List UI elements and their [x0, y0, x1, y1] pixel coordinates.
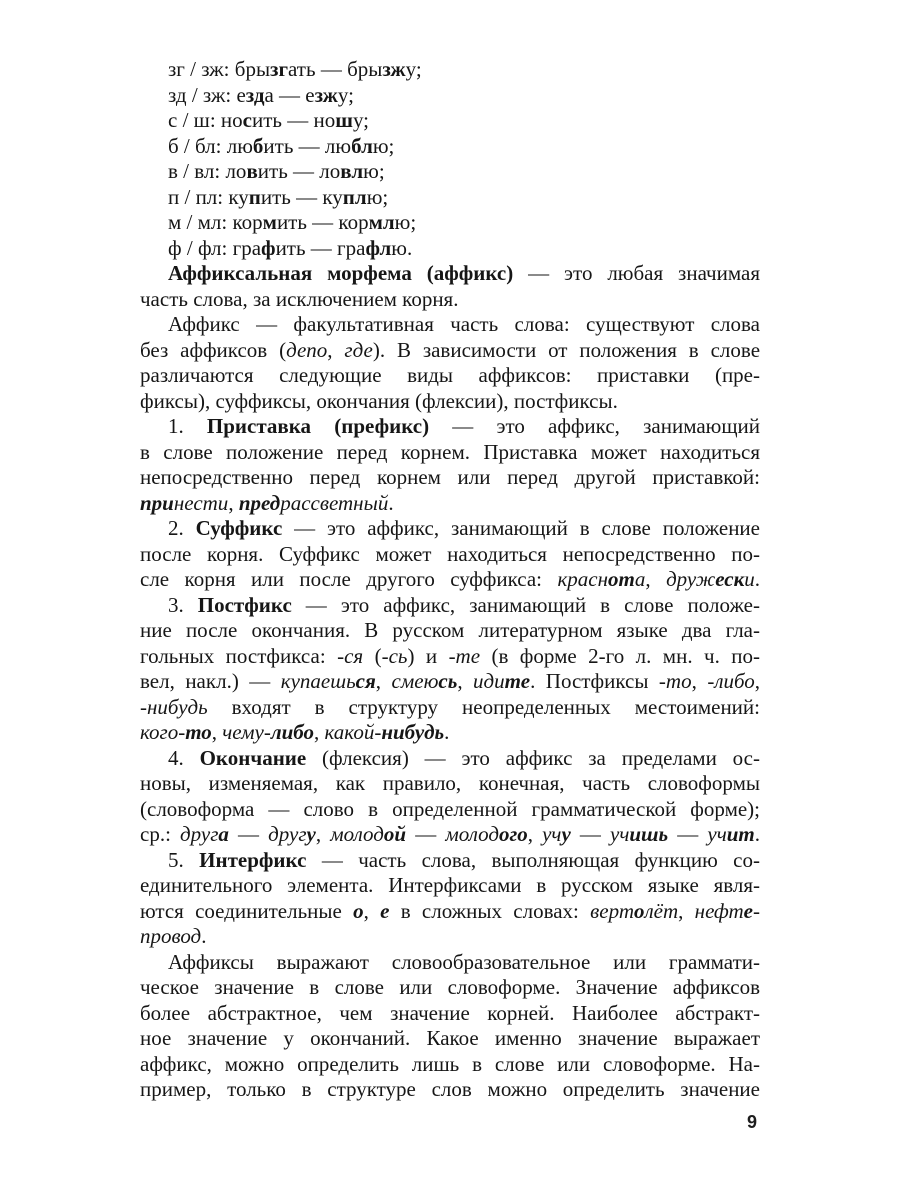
text-segment: ить — ло — [257, 159, 341, 183]
text-line — [140, 924, 760, 950]
text-segment: сь — [438, 669, 458, 693]
text-segment: а — е — [264, 82, 315, 107]
text-segment: Аффиксы выражают словообразовательное или граммати- — [168, 949, 760, 974]
text-segment: уч — [610, 822, 630, 846]
text-segment: ит — [726, 822, 755, 846]
text-line — [140, 389, 760, 415]
text-segment: о — [353, 898, 364, 923]
text-line — [140, 236, 760, 262]
text-segment: друг — [180, 822, 219, 846]
text-line — [140, 1077, 760, 1103]
text-segment: ить — лю — [263, 133, 352, 158]
text-segment: — — [668, 822, 708, 846]
text-segment: б / бл: лю — [168, 133, 253, 158]
text-segment: Аффиксальная морфема (аффикс) — [168, 261, 514, 285]
paragraph — [140, 185, 760, 211]
text-segment: . — [444, 720, 450, 744]
text-line — [140, 771, 760, 797]
paragraph — [140, 516, 760, 593]
text-segment: ю. — [391, 235, 413, 260]
paragraph — [140, 848, 760, 950]
paragraph — [140, 159, 760, 185]
text-segment: новы, изменяемая, как правило, конечная, часть словоформы — [140, 771, 760, 795]
text-segment: красн — [557, 567, 609, 591]
text-segment: -либо — [707, 669, 755, 693]
text-segment: — часть слова, выполняющая функцию со- — [306, 847, 760, 872]
text-segment: ф — [261, 235, 276, 260]
paragraph — [140, 312, 760, 414]
text-segment: Постфикс — [197, 592, 292, 617]
text-segment: — это аффикс, занимающий — [429, 414, 760, 438]
text-segment: п — [248, 184, 261, 209]
text-segment: , — [691, 669, 708, 693]
text-segment: в сложных словах: — [389, 898, 591, 923]
paragraph — [140, 746, 760, 848]
text-segment: ить — кор — [276, 210, 369, 234]
text-segment: (в форме 2-го л. мн. ч. по- — [480, 643, 760, 668]
text-segment: ить — но — [251, 108, 336, 132]
text-segment: — — [406, 822, 446, 846]
text-segment: ить — ку — [260, 184, 343, 209]
text-segment: ние после окончания. В русском литературном языке два гла- — [140, 618, 760, 642]
text-segment: ное значение у окончаний. Какое именно значение выражает — [140, 1026, 760, 1050]
text-line — [140, 695, 760, 721]
text-segment: зж — [314, 82, 338, 107]
text-segment: вел, накл.) — — [140, 669, 281, 693]
text-segment: часть слова, за исключением корня. — [140, 286, 459, 311]
text-segment: . — [754, 567, 761, 591]
text-segment: , — [211, 720, 223, 744]
text-segment: а — [218, 822, 229, 846]
text-segment: кого- — [140, 720, 186, 744]
text-line — [140, 210, 760, 236]
text-segment: фл — [365, 235, 392, 260]
text-segment: ать — бры — [288, 57, 383, 81]
text-segment: друг — [268, 822, 307, 846]
text-line — [140, 57, 760, 83]
text-segment: в — [246, 159, 258, 183]
text-segment: ой — [383, 822, 407, 846]
text-segment: . Постфиксы — [530, 669, 659, 693]
text-line — [140, 746, 760, 772]
paragraph — [140, 236, 760, 262]
text-segment: — это любая значимая — [513, 261, 760, 285]
text-segment: молод — [330, 822, 384, 846]
text-segment: ш — [335, 108, 353, 132]
text-segment: иди — [473, 669, 505, 693]
text-line — [140, 593, 760, 619]
text-line — [140, 516, 760, 542]
text-segment: 3. — [168, 592, 198, 617]
text-segment: входят в структуру неопределенных местоимений: — [207, 694, 760, 719]
text-line — [140, 950, 760, 976]
text-line — [140, 618, 760, 644]
text-segment: а — [634, 567, 646, 591]
text-segment: пл — [342, 184, 367, 209]
text-segment: молод — [445, 822, 499, 846]
text-segment: рассветный — [280, 490, 389, 515]
text-segment: зг / зж: бры — [168, 57, 271, 81]
text-segment: , — [363, 898, 381, 923]
text-segment: смею — [391, 669, 439, 693]
text-segment: е — [743, 898, 753, 923]
text-segment: зж — [382, 57, 406, 81]
text-segment: фиксы), суффиксы, окончания (флексии), постфиксы. — [140, 388, 618, 413]
text-segment: либо — [270, 720, 314, 744]
text-segment: зд / зж: е — [168, 82, 246, 107]
text-segment: , — [314, 720, 325, 744]
text-segment: м / мл: кор — [168, 210, 263, 234]
text-segment: нести — [173, 490, 229, 515]
text-segment: , — [678, 898, 695, 923]
text-line — [140, 669, 760, 695]
text-segment: зг — [270, 57, 289, 81]
text-line — [140, 491, 760, 517]
text-segment: -то — [658, 669, 692, 693]
text-segment: — это аффикс, занимающий в слове положе- — [291, 592, 760, 617]
text-segment: -нибудь — [140, 694, 208, 719]
text-line — [140, 567, 760, 593]
text-line — [140, 899, 760, 925]
text-segment: Интерфикс — [199, 847, 307, 872]
text-segment: в / вл: ло — [168, 159, 247, 183]
text-line — [140, 83, 760, 109]
text-segment: зд — [245, 82, 265, 107]
text-segment: сле корня или после другого суффикса: — [140, 567, 558, 591]
text-segment: Аффикс — факультативная часть слова: существуют слова — [168, 312, 760, 336]
text-segment: уч — [542, 822, 562, 846]
page-number: 9 — [746, 1112, 757, 1132]
text-segment: 5. — [168, 847, 200, 872]
text-segment: ю; — [363, 159, 385, 183]
text-line — [140, 440, 760, 466]
text-line — [140, 848, 760, 874]
text-segment: различаются следующие виды аффиксов: приставки (пре- — [140, 363, 760, 387]
text-segment: ить — гра — [275, 235, 366, 260]
text-segment: гольных постфикса: — [140, 643, 338, 668]
text-segment: (флексия) — это аффикс за пределами ос- — [306, 745, 760, 770]
text-line — [140, 797, 760, 823]
text-segment: у — [561, 822, 571, 846]
text-line — [140, 1052, 760, 1078]
text-line — [140, 287, 760, 313]
text-segment: без аффиксов ( — [140, 337, 287, 362]
text-segment: , — [754, 669, 761, 693]
text-segment: ю; — [394, 210, 417, 234]
text-segment: ческое значение в слове или словоформе. Значение аффиксов — [140, 975, 760, 999]
text-segment: купаешь — [280, 669, 356, 693]
text-segment: — — [570, 822, 611, 846]
text-segment: после корня. Суффикс может находиться непосредственно по- — [140, 541, 760, 566]
text-line — [140, 873, 760, 899]
text-segment: нефт — [694, 898, 744, 923]
text-segment: , — [457, 669, 474, 693]
text-segment: 1. — [168, 414, 207, 438]
text-segment: и — [744, 567, 755, 591]
text-segment: какой- — [324, 720, 382, 744]
text-segment: ( — [363, 643, 382, 668]
text-segment: нибудь — [381, 720, 445, 744]
text-line — [140, 1026, 760, 1052]
text-segment: где — [344, 337, 373, 362]
text-segment: - — [753, 898, 760, 923]
text-segment: от — [608, 567, 635, 591]
text-segment: , — [527, 822, 543, 846]
text-segment: Приставка (префикс) — [206, 414, 430, 438]
text-line — [140, 822, 760, 848]
text-segment: . — [388, 490, 394, 515]
text-line — [140, 465, 760, 491]
text-segment: у; — [405, 57, 422, 81]
text-segment: лёт — [644, 898, 679, 923]
text-segment: , — [315, 822, 331, 846]
text-segment: непосредственно перед корнем или перед другой приставкой: — [140, 465, 760, 489]
text-segment: друж — [666, 567, 716, 591]
text-segment: -ся — [337, 643, 364, 668]
text-segment: . — [754, 822, 760, 846]
text-line — [140, 185, 760, 211]
text-segment: то — [185, 720, 212, 744]
text-segment: (словоформа — слово в определенной грамматической форме); — [140, 796, 760, 821]
text-segment: б — [252, 133, 264, 158]
text-segment: ф / фл: гра — [168, 235, 262, 260]
text-segment: ишь — [629, 822, 669, 846]
text-segment: о — [633, 898, 645, 923]
text-line — [140, 542, 760, 568]
text-line — [140, 975, 760, 1001]
text-segment: аффикс, можно определить лишь в слове или словоформе. На- — [140, 1051, 760, 1076]
text-segment: вл — [340, 159, 364, 183]
text-line — [140, 363, 760, 389]
text-segment: уч — [707, 822, 727, 846]
text-segment: — — [228, 822, 269, 846]
text-segment: при — [140, 490, 174, 515]
text-segment: те — [504, 669, 531, 693]
text-segment: пример, только в структуре слов можно определить значение — [140, 1077, 760, 1101]
text-segment: у; — [337, 82, 354, 107]
text-line — [140, 414, 760, 440]
text-segment: м — [262, 210, 277, 234]
text-segment: с / ш: но — [168, 108, 243, 132]
text-segment: бл — [351, 133, 373, 158]
paragraph — [140, 261, 760, 312]
text-segment: . — [201, 924, 207, 948]
text-segment: в слове положение перед корнем. Приставка может находиться — [140, 439, 760, 464]
paragraph — [140, 210, 760, 236]
text-segment: , — [327, 337, 345, 362]
text-segment: , — [375, 669, 392, 693]
paragraph — [140, 950, 760, 1103]
text-line — [140, 644, 760, 670]
paragraph — [140, 414, 760, 516]
text-segment: еск — [715, 567, 745, 591]
text-line — [140, 1001, 760, 1027]
text-block — [140, 57, 760, 1103]
text-segment: ср.: — [140, 822, 181, 846]
text-line — [140, 159, 760, 185]
text-segment: верт — [590, 898, 634, 923]
text-segment: Окончание — [199, 745, 307, 770]
text-segment: более абстрактное, чем значение корней. Наиболее абстракт- — [140, 1000, 760, 1025]
text-segment: у; — [352, 108, 370, 132]
text-segment: у — [306, 822, 316, 846]
text-segment: п / пл: ку — [168, 184, 249, 209]
text-segment: ю; — [372, 133, 395, 158]
text-segment: -сь — [381, 643, 408, 668]
text-segment: , — [645, 567, 667, 591]
paragraph — [140, 83, 760, 109]
text-segment: чему- — [222, 720, 271, 744]
text-segment: депо — [286, 337, 328, 362]
text-segment: единительного элемента. Интерфиксами в русском языке явля- — [140, 873, 760, 897]
text-segment: ) и — [407, 643, 449, 668]
text-segment: 2. — [168, 516, 196, 540]
text-line — [140, 720, 760, 746]
text-segment: 4. — [168, 745, 200, 770]
text-segment: е — [380, 898, 390, 923]
paragraph — [140, 108, 760, 134]
text-segment: ются соединительные — [140, 898, 354, 923]
text-segment: провод — [140, 924, 202, 948]
text-segment: , — [228, 490, 239, 515]
text-segment: ся — [355, 669, 376, 693]
paragraph — [140, 134, 760, 160]
text-segment: пред — [238, 490, 281, 515]
text-line — [140, 108, 760, 134]
text-segment: мл — [368, 210, 395, 234]
text-line — [140, 312, 760, 338]
text-segment: — это аффикс, занимающий в слове положение — [282, 516, 760, 540]
text-segment: ). В зависимости от положения в слове — [372, 337, 761, 362]
text-segment: ю; — [366, 184, 389, 209]
text-line — [140, 338, 760, 364]
text-line — [140, 261, 760, 287]
text-segment: ого — [498, 822, 528, 846]
text-segment: -те — [448, 643, 481, 668]
text-line — [140, 134, 760, 160]
paragraph — [140, 593, 760, 746]
text-segment: с — [242, 108, 252, 132]
paragraph — [140, 57, 760, 83]
text-segment: Суффикс — [195, 516, 283, 540]
